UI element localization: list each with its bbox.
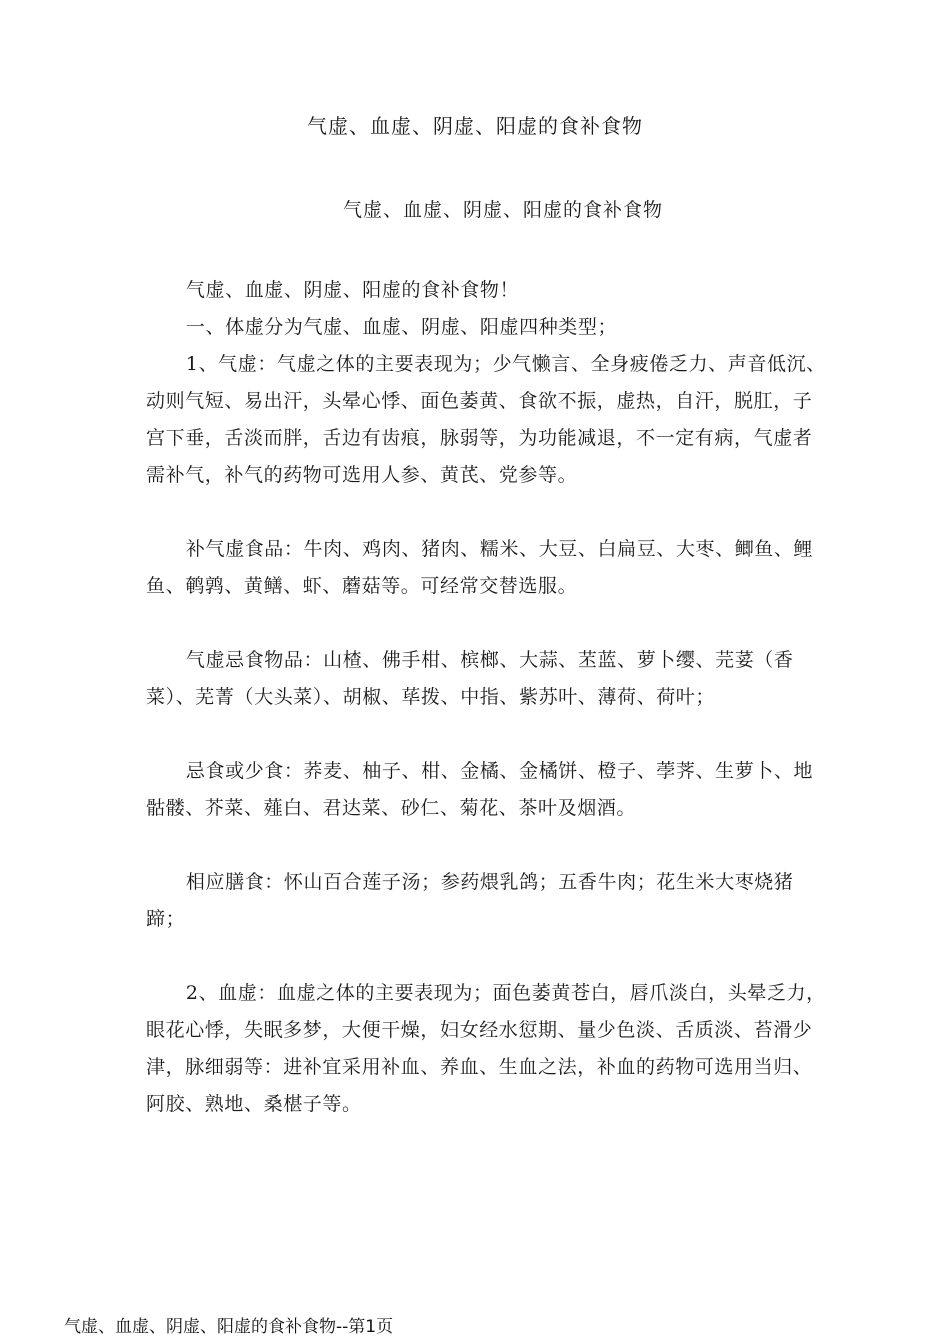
- document-body: [146, 272, 826, 1123]
- document-title: 气虚、血虚、阴虚、阳虚的食补食物: [307, 114, 643, 138]
- paragraph-qi-foods: 补气虚食品：牛肉、鸡肉、猪肉、糯米、大豆、白扁豆、大枣、鲫鱼、鲤鱼、鹌鹑、黄鳝、虾、蘑菇等。可经常交替选服。: [146, 538, 814, 597]
- paragraph-avoid-or-reduce: 忌食或少食：荞麦、柚子、柑、金橘、金橘饼、橙子、荸荠、生萝卜、地骷髅、芥菜、薤白、君达菜、砂仁、菊花、茶叶及烟酒。: [146, 760, 814, 819]
- paragraph-qi-avoid: 气虚忌食物品：山楂、佛手柑、槟榔、大蒜、苤蓝、萝卜缨、芫荽（香菜）、芜菁（大头菜）、胡椒、荜拨、中指、紫苏叶、薄荷、荷叶；: [146, 649, 794, 708]
- paragraph-intro: 气虚、血虚、阴虚、阳虚的食补食物！: [185, 279, 520, 301]
- page-footer: 气虚、血虚、阴虚、阳虚的食补食物--第1页: [64, 1317, 394, 1337]
- paragraph-recipes: 相应膳食：怀山百合莲子汤；参药煨乳鸽；五香牛肉；花生米大枣烧猪蹄；: [146, 871, 794, 930]
- paragraph-types: 一、体虚分为气虚、血虚、阴虚、阳虚四种类型；: [185, 316, 618, 338]
- document-subtitle: 气虚、血虚、阴虚、阳虚的食补食物: [343, 199, 664, 221]
- paragraph-blood-deficiency: 2、血虚：血虚之体的主要表现为；面色萎黄苍白，唇爪淡白，头晕乏力，眼花心悸，失眠多梦，大便干燥，妇女经水愆期、量少色淡、舌质淡、苔滑少津，脉细弱等：进补宜采用补血、养血、生血之法，补血的药物可选用当归、阿胶、熟地、桑椹子等。: [146, 982, 826, 1115]
- paragraph-qi-deficiency: 1、气虚：气虚之体的主要表现为；少气懒言、全身疲倦乏力、声音低沉、动则气短、易出汗，头晕心悸、面色萎黄、食欲不振，虚热，自汗，脱肛，子宫下垂，舌淡而胖，舌边有齿痕，脉弱等，为功能减退，不一定有病，气虚者需补气，补气的药物可选用人参、黄芪、党参等。: [146, 353, 826, 486]
